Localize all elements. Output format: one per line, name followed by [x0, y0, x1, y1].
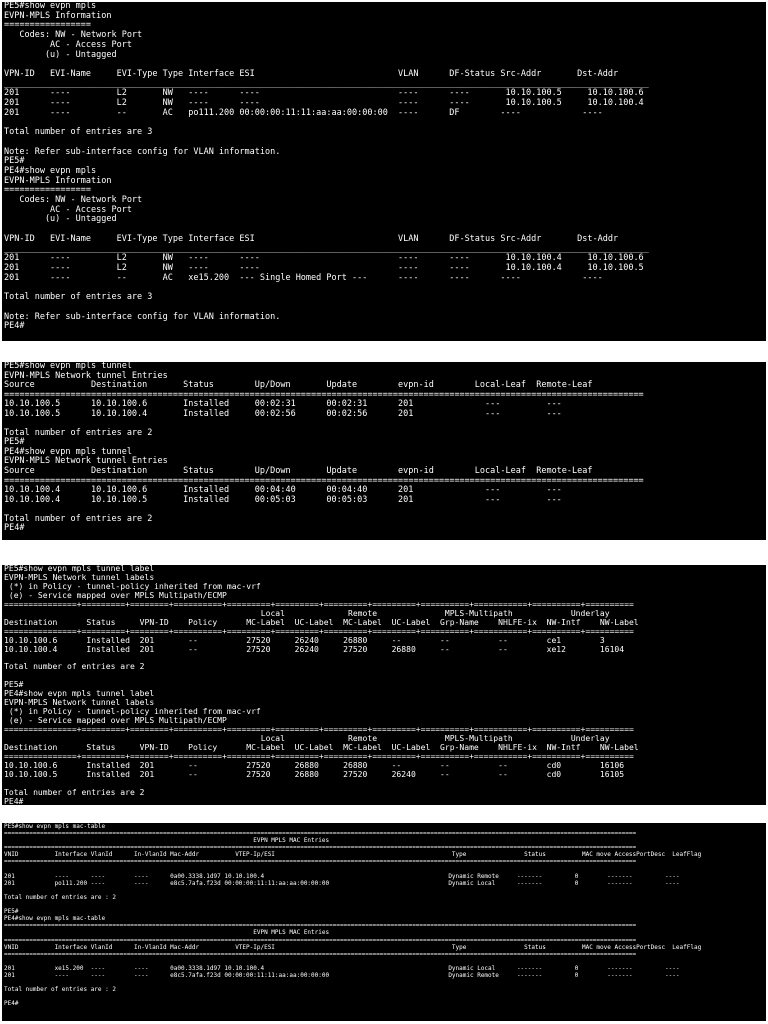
terminal-line: PE4#show evpn mpls mac-table	[4, 915, 106, 923]
terminal-line: AC - Access Port	[4, 39, 132, 50]
terminal-line: EVPN-MPLS Network tunnel labels	[4, 698, 155, 708]
terminal-line	[4, 979, 764, 986]
terminal-line: Total number of entries are 2	[4, 513, 153, 524]
terminal-line	[4, 993, 764, 1000]
terminal-output	[2, 823, 766, 1007]
terminal-line: EVPN-MPLS Network tunnel Entries	[4, 456, 168, 467]
terminal-line: ===============================================================================================================================================================================	[4, 858, 637, 866]
terminal-line: 201 ---- L2 NW ---- ---- ---- ---- 10.10.100.4 10.10.100.5	[4, 262, 644, 273]
terminal-line: (u) - Untagged	[4, 49, 117, 60]
terminal-line: Source Destination Status Up/Down Update evpn-id Local-Leaf Remote-Leaf	[4, 466, 593, 477]
terminal-line: PE4#show evpn mpls tunnel label	[4, 689, 155, 699]
terminal-line: ===============================================================================================================================================================================	[4, 844, 637, 852]
terminal-evpn-mpls-tunnel	[2, 362, 766, 540]
terminal-line: =============================================================================================================================	[4, 475, 644, 486]
terminal-line: Note: Refer sub-interface config for VLAN information.	[4, 311, 281, 322]
terminal-line: PE5#	[4, 908, 19, 916]
terminal-line: PE5#show evpn mpls tunnel label	[4, 565, 155, 573]
terminal-line: PE4#	[4, 321, 25, 332]
terminal-line: 10.10.100.5 10.10.100.4 Installed 00:02:56 00:02:56 201 --- ---	[4, 408, 562, 419]
terminal-line: PE4#	[4, 1000, 19, 1008]
terminal-line: EVPN-MPLS Information	[4, 175, 112, 186]
terminal-line: PE5#show evpn mpls	[4, 2, 97, 11]
terminal-line: EVPN-MPLS Information	[4, 10, 112, 21]
terminal-line: PE5#show evpn mpls mac-table	[4, 823, 106, 830]
terminal-line: 10.10.100.6 Installed 201 -- 27520 26880 26880 -- -- -- cd0 16106	[4, 760, 625, 770]
terminal-output	[2, 565, 766, 805]
terminal-line: EVPN-MPLS Network tunnel labels	[4, 572, 155, 582]
terminal-line	[4, 958, 764, 965]
terminal-line: 201 xe15.200 ---- ---- 0a00.3338.1d97 10.10.100.4 Dynamic Local ------- 0 ------- ----	[4, 964, 680, 972]
terminal-line: PE5#show evpn mpls tunnel	[4, 362, 132, 371]
terminal-line: VNID Interface VlanId In-VlanId Mac-Addr VTEP-Ip/ESI Type Status MAC move AccessPortDesc LeafFlag	[4, 943, 702, 951]
terminal-line: VNID Interface VlanId In-VlanId Mac-Addr VTEP-Ip/ESI Type Status MAC move AccessPortDesc LeafFlag	[4, 851, 702, 859]
terminal-line: (*) in Policy - tunnel-policy inherited from mac-vrf	[4, 581, 261, 591]
terminal-line: Destination Status VPN-ID Policy MC-Label UC-Label MC-Label UC-Label Grp-Name NHLFE-ix NW-Intf NW-Label	[4, 617, 639, 627]
terminal-line: Local Remote MPLS-Multipath Underlay	[4, 608, 610, 618]
terminal-line: PE4#	[4, 523, 25, 534]
terminal-output	[2, 362, 766, 534]
terminal-output	[2, 2, 766, 332]
terminal-evpn-mpls-tunnel-label	[2, 565, 766, 805]
terminal-line: 201 ---- ---- ---- e8c5.7afa.f23d 00:00:00:11:11:aa:aa:00:00:00 Dynamic Remote ------- 0 ------- ----	[4, 971, 680, 979]
terminal-evpn-mpls-mac-table	[2, 823, 766, 1021]
terminal-line: VPN-ID EVI-Name EVI-Type Type Interface ESI VLAN DF-Status Src-Addr Dst-Addr	[4, 233, 619, 244]
terminal-line: ===============================================================================================================================================================================	[4, 922, 637, 930]
terminal-line: EVPN MPLS MAC Entries	[4, 929, 330, 937]
terminal-line: Source Destination Status Up/Down Update evpn-id Local-Leaf Remote-Leaf	[4, 380, 593, 391]
terminal-line: ===============================================================================================================================================================================	[4, 950, 637, 958]
terminal-line: Local Remote MPLS-Multipath Underlay	[4, 734, 610, 744]
terminal-line	[4, 866, 764, 873]
terminal-line: (*) in Policy - tunnel-policy inherited from mac-vrf	[4, 707, 261, 717]
terminal-line: ===============+=========+========+==========+=========+=========+=========+=========+==========+===========+==========+==========	[4, 626, 634, 636]
terminal-line: Total number of entries are 3	[4, 127, 153, 138]
terminal-line: Destination Status VPN-ID Policy MC-Label UC-Label MC-Label UC-Label Grp-Name NHLFE-ix NW-Intf NW-Label	[4, 743, 639, 753]
terminal-line: Note: Refer sub-interface config for VLAN information.	[4, 146, 281, 157]
terminal-line: ===============+=========+========+==========+=========+=========+=========+=========+==========+===========+==========+==========	[4, 725, 634, 735]
terminal-line: Total number of entries are : 2	[4, 893, 116, 901]
terminal-line	[4, 887, 764, 894]
terminal-line: 201 ---- -- AC xe15.200 --- Single Homed Port --- ---- ---- ---- ----	[4, 272, 603, 283]
terminal-line: =================	[4, 20, 91, 31]
terminal-line: 10.10.100.6 Installed 201 -- 27520 26240 26880 -- -- -- ce1 3	[4, 635, 605, 645]
terminal-line: PE5#	[4, 156, 25, 167]
terminal-line	[4, 672, 764, 681]
terminal-line: PE4#	[4, 796, 24, 805]
terminal-line: Total number of entries are 2	[4, 662, 145, 672]
terminal-line: ===============================================================================================================================================================================	[4, 830, 637, 838]
terminal-line: AC - Access Port	[4, 204, 132, 215]
terminal-line: 10.10.100.4 10.10.100.5 Installed 00:05:03 00:05:03 201 --- ---	[4, 494, 562, 505]
terminal-line: 201 ---- L2 NW ---- ---- ---- ---- 10.10.100.5 10.10.100.6	[4, 88, 644, 99]
terminal-line: 201 ---- L2 NW ---- ---- ---- ---- 10.10.100.4 10.10.100.6	[4, 253, 644, 264]
terminal-line: =============================================================================================================================	[4, 389, 644, 400]
terminal-line: Codes: NW - Network Port	[4, 195, 143, 206]
terminal-line	[4, 901, 764, 908]
terminal-line: Total number of entries are 2	[4, 427, 153, 438]
terminal-line: (e) - Service mapped over MPLS Multipath/ECMP	[4, 590, 227, 600]
terminal-line: PE5#	[4, 680, 24, 690]
terminal-line: 10.10.100.4 10.10.100.6 Installed 00:04:40 00:04:40 201 --- ---	[4, 485, 562, 496]
terminal-line: PE5#	[4, 437, 25, 448]
terminal-line: 201 ---- ---- ---- 0a00.3338.1d97 10.10.100.4 Dynamic Remote ------- 0 ------- ----	[4, 872, 680, 880]
terminal-line: EVPN-MPLS Network tunnel Entries	[4, 370, 168, 381]
terminal-line: =================	[4, 185, 91, 196]
terminal-line: 201 ---- L2 NW ---- ---- ---- ---- 10.10.100.5 10.10.100.4	[4, 98, 644, 109]
terminal-line: ===============+=========+========+==========+=========+=========+=========+=========+==========+===========+==========+==========	[4, 752, 634, 762]
terminal-line: 201 po111.200 ---- ---- e8c5.7afa.f23d 00:00:00:11:11:aa:aa:00:00:00 Dynamic Local ------- 0 ------- ----	[4, 879, 680, 887]
terminal-line: ______________________________________________________________________________________________________________________________	[4, 243, 649, 254]
terminal-line: EVPN MPLS MAC Entries	[4, 837, 330, 845]
terminal-line: 201 ---- -- AC po111.200 00:00:00:11:11:aa:aa:00:00:00 ---- DF ---- ----	[4, 107, 603, 118]
terminal-line: ______________________________________________________________________________________________________________________________	[4, 78, 649, 89]
terminal-line: PE4#show evpn mpls	[4, 165, 97, 176]
terminal-line: ===============================================================================================================================================================================	[4, 936, 637, 944]
terminal-line: Total number of entries are : 2	[4, 986, 116, 994]
terminal-line: (u) - Untagged	[4, 214, 117, 225]
terminal-line: ===============+=========+========+==========+=========+=========+=========+=========+==========+===========+==========+==========	[4, 599, 634, 609]
terminal-line: Total number of entries are 3	[4, 292, 153, 303]
terminal-line: Codes: NW - Network Port	[4, 30, 143, 41]
terminal-line: 10.10.100.4 Installed 201 -- 27520 26240 27520 26880 -- -- xe12 16104	[4, 644, 625, 654]
terminal-line: PE4#show evpn mpls tunnel	[4, 446, 132, 457]
terminal-evpn-mpls	[2, 2, 766, 341]
terminal-line: Total number of entries are 2	[4, 787, 145, 797]
terminal-line: (e) - Service mapped over MPLS Multipath/ECMP	[4, 716, 227, 726]
terminal-line: VPN-ID EVI-Name EVI-Type Type Interface ESI VLAN DF-Status Src-Addr Dst-Addr	[4, 68, 619, 79]
terminal-line: 10.10.100.5 10.10.100.6 Installed 00:02:31 00:02:31 201 --- ---	[4, 399, 562, 410]
terminal-line: 10.10.100.5 Installed 201 -- 27520 26880 27520 26240 -- -- cd0 16105	[4, 769, 625, 779]
